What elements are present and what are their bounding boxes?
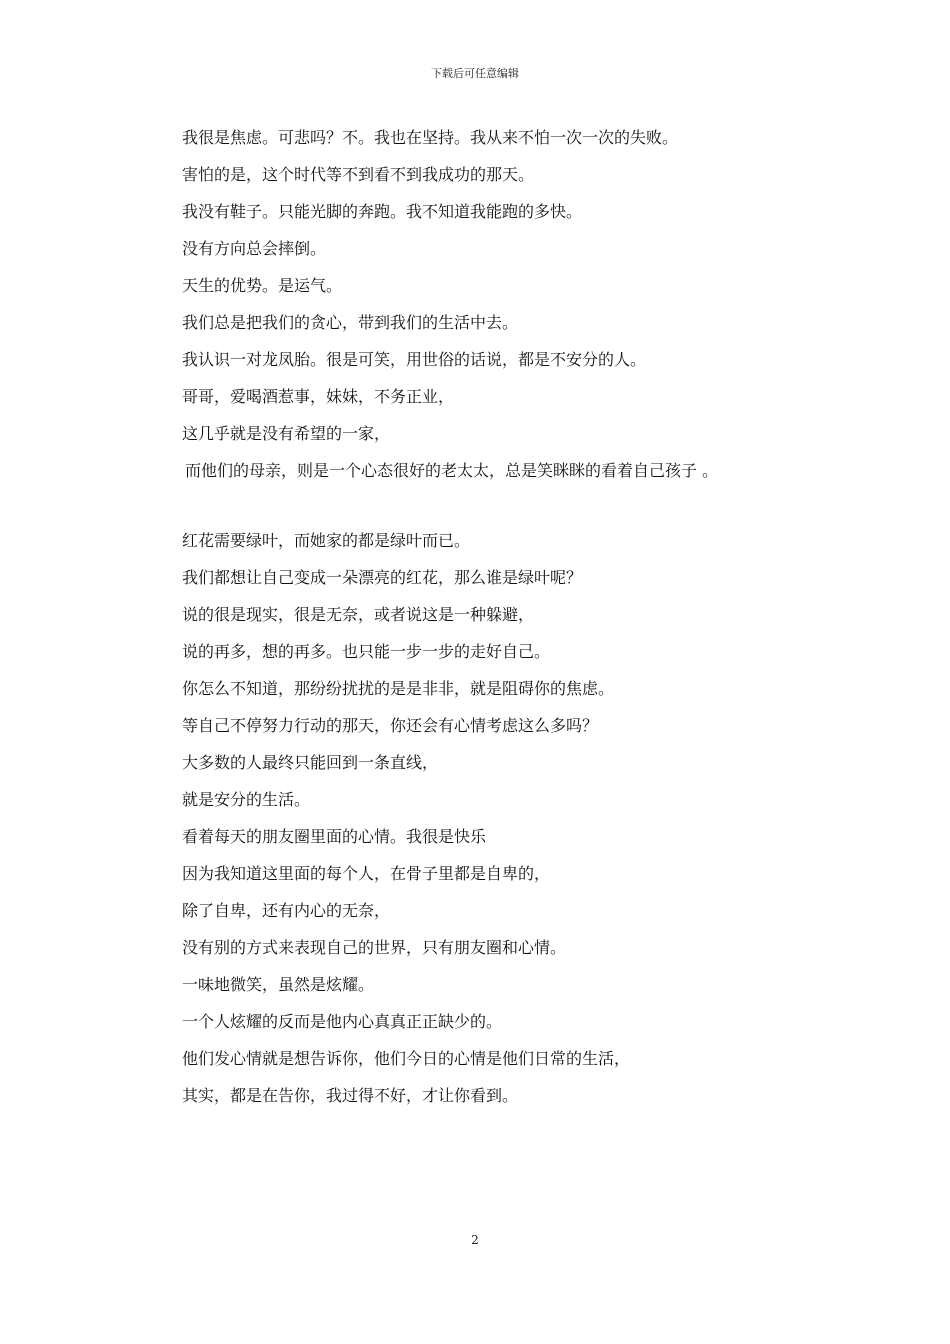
paragraph-2 (182, 527, 862, 1119)
page-header: 下载后可任意编辑 (431, 67, 519, 80)
document-body (182, 124, 862, 1119)
text-line: 我们都想让自己变成一朵漂亮的红花，那么谁是绿叶呢？ (182, 568, 583, 587)
text-line: 而他们的母亲，则是一个心态很好的老太太，总是笑眯眯的看着自己孩子 。 (185, 461, 719, 480)
text-line: 除了自卑，还有内心的无奈， (182, 901, 391, 920)
page-number: 2 (471, 1233, 479, 1247)
text-line: 一味地微笑，虽然是炫耀。 (182, 975, 375, 994)
text-line: 他们发心情就是想告诉你，他们今日的心情是他们日常的生活， (182, 1049, 631, 1068)
text-line: 说的再多，想的再多。也只能一步一步的走好自己。 (182, 642, 551, 661)
text-line: 等自己不停努力行动的那天，你还会有心情考虑这么多吗？ (182, 716, 599, 735)
paragraph-gap (182, 494, 862, 527)
text-line: 哥哥，爱喝酒惹事，妹妹，不务正业， (182, 387, 455, 406)
text-line: 我很是焦虑。可悲吗？不。我也在坚持。我从来不怕一次一次的失败。 (182, 128, 679, 147)
text-line: 说的很是现实，很是无奈，或者说这是一种躲避， (182, 605, 535, 624)
text-line: 就是安分的生活。 (182, 790, 311, 809)
text-line: 看着每天的朋友圈里面的心情。我很是快乐 (182, 827, 487, 846)
text-line: 没有别的方式来表现自己的世界，只有朋友圈和心情。 (182, 938, 567, 957)
text-line: 我认识一对龙凤胎。很是可笑，用世俗的话说，都是不安分的人。 (182, 350, 647, 369)
text-line: 你怎么不知道，那纷纷扰扰的是是非非，就是阻碍你的焦虑。 (182, 679, 615, 698)
text-line: 我们总是把我们的贪心，带到我们的生活中去。 (182, 313, 519, 332)
text-line: 没有方向总会摔倒。 (182, 239, 327, 258)
text-line: 害怕的是，这个时代等不到看不到我成功的那天。 (182, 165, 535, 184)
text-line: 我没有鞋子。只能光脚的奔跑。我不知道我能跑的多快。 (182, 202, 583, 221)
text-line: 一个人炫耀的反而是他内心真真正正缺少的。 (182, 1012, 503, 1031)
text-line: 这几乎就是没有希望的一家， (182, 424, 391, 443)
text-line: 因为我知道这里面的每个人，在骨子里都是自卑的， (182, 864, 551, 883)
paragraph-1 (182, 124, 862, 494)
text-line: 天生的优势。是运气。 (182, 276, 343, 295)
text-line: 其实，都是在告你，我过得不好，才让你看到。 (182, 1086, 519, 1105)
text-line: 红花需要绿叶，而她家的都是绿叶而已。 (182, 531, 471, 550)
text-line: 大多数的人最终只能回到一条直线， (182, 753, 439, 772)
